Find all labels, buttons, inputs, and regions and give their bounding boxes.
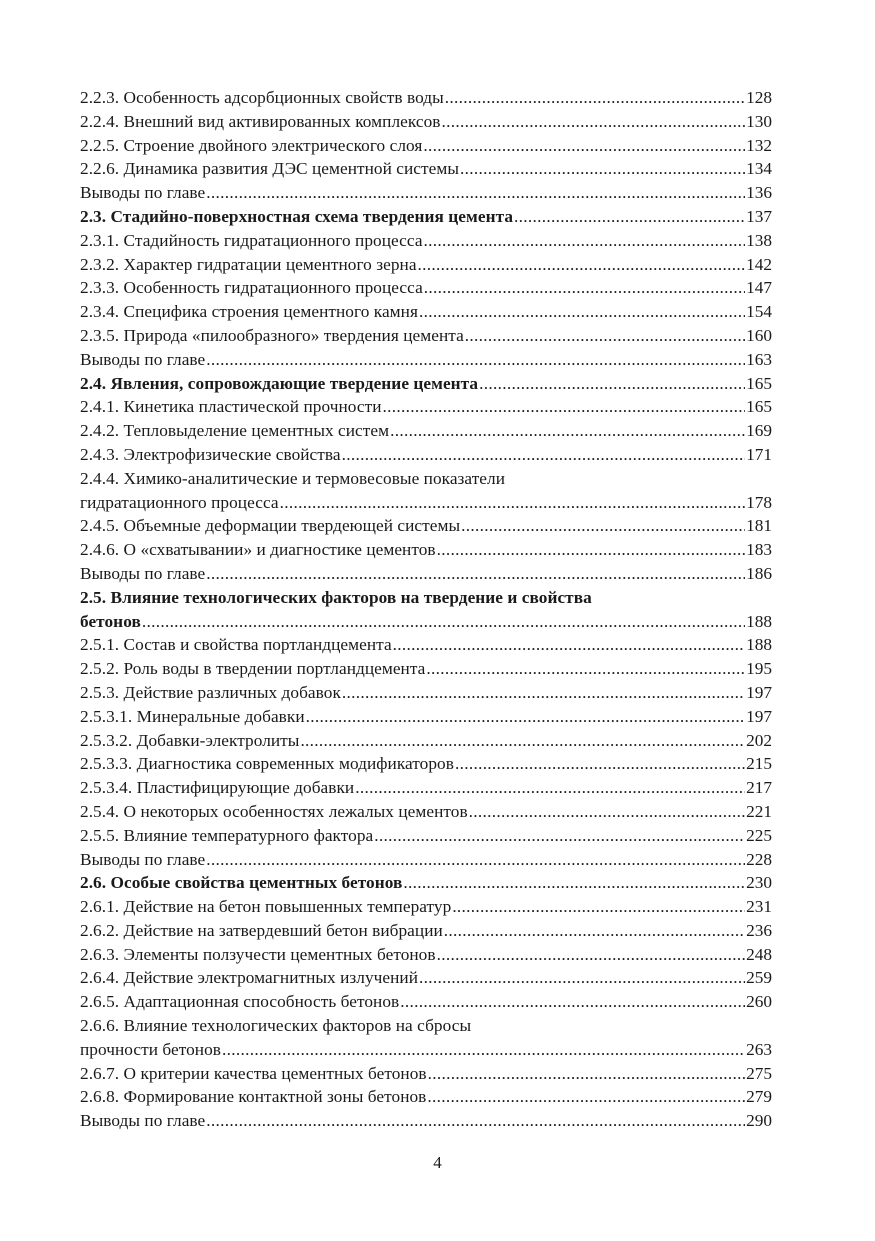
toc-entry-page: 217 [746, 778, 772, 798]
toc-entry-title: 2.5.1. Состав и свойства портландцемента [80, 635, 392, 655]
dot-leader [514, 205, 745, 229]
toc-entry-page: 132 [746, 135, 772, 155]
dot-leader [455, 752, 745, 776]
dot-leader [461, 514, 745, 538]
toc-entry-page: 221 [746, 801, 772, 821]
dot-leader [479, 372, 745, 396]
toc-section-heading [80, 586, 772, 610]
toc-entry-title: Выводы по главе [80, 1111, 206, 1131]
toc-entry-page: 163 [746, 349, 772, 369]
toc-entry-page: 165 [746, 397, 772, 417]
toc-entry [80, 657, 772, 681]
toc-entry [80, 324, 772, 348]
toc-entry-page: 160 [746, 325, 772, 345]
toc-entry-page: 178 [746, 492, 772, 512]
toc-entry-title: 2.6.3. Элементы ползучести цементных бетонов [80, 944, 436, 964]
dot-leader [403, 871, 745, 895]
dot-leader [418, 253, 746, 277]
toc-section-heading [80, 205, 772, 229]
toc-section-heading [80, 372, 772, 396]
toc-entry [80, 514, 772, 538]
dot-leader [444, 919, 745, 943]
toc-entry-title: 2.5.2. Роль воды в твердении портландцемента [80, 659, 426, 679]
toc-entry-title: 2.2.3. Особенность адсорбционных свойств воды [80, 88, 444, 107]
toc-entry-title: 2.2.6. Динамика развития ДЭС цементной системы [80, 159, 459, 179]
toc-entry-title: 2.5.3. Действие различных добавок [80, 682, 341, 702]
dot-leader [206, 562, 745, 586]
toc-entry-title: 2.4.4. Химико-аналитические и термовесовые показатели [80, 468, 506, 488]
dot-leader [423, 134, 745, 158]
toc-entry-page: 142 [746, 254, 772, 274]
toc-entry [80, 966, 772, 990]
toc-entry-page: 188 [746, 611, 772, 631]
dot-leader [437, 943, 745, 967]
toc-entry [80, 752, 772, 776]
toc-entry-page: 263 [746, 1039, 772, 1059]
toc-entry-page: 188 [746, 635, 772, 655]
toc-entry-title: Выводы по главе [80, 349, 206, 369]
dot-leader [222, 1038, 745, 1062]
toc-section-heading [80, 871, 772, 895]
toc-entry-title: 2.2.4. Внешний вид активированных комплексов [80, 111, 441, 131]
dot-leader [355, 776, 745, 800]
dot-leader [383, 395, 746, 419]
toc-entry-title: прочности бетонов [80, 1039, 221, 1059]
toc-entry-page: 195 [746, 659, 772, 679]
toc-entry-title: 2.6. Особые свойства цементных бетонов [80, 873, 403, 893]
toc-entry [80, 300, 772, 324]
dot-leader [428, 1062, 745, 1086]
dot-leader [419, 300, 745, 324]
dot-leader [424, 229, 746, 253]
toc-entry [80, 395, 772, 419]
page-number: 4 [433, 1153, 442, 1172]
toc-entry [80, 86, 772, 110]
dot-leader [206, 1109, 745, 1133]
toc-entry-page: 136 [746, 183, 772, 203]
dot-leader [400, 990, 745, 1014]
toc-entry-title: 2.3.1. Стадийность гидратационного процесса [80, 230, 423, 250]
toc-entry-page: 259 [746, 968, 772, 988]
dot-leader [427, 1085, 745, 1109]
toc-entry-title: 2.3.4. Специфика строения цементного камня [80, 302, 418, 322]
dot-leader [393, 633, 745, 657]
toc-entry [80, 1062, 772, 1086]
toc-entry [80, 1014, 772, 1038]
toc-entry [80, 1085, 772, 1109]
toc-entry [80, 990, 772, 1014]
toc-entry-title: 2.5. Влияние технологических факторов на твердение и свойства [80, 587, 592, 607]
toc-entry [80, 919, 772, 943]
toc-entry [80, 110, 772, 134]
toc-entry-page: 147 [746, 278, 772, 298]
toc-entry-page: 225 [746, 825, 772, 845]
toc-entry-page: 236 [746, 920, 772, 940]
toc-entry-title: 2.6.8. Формирование контактной зоны бетонов [80, 1087, 427, 1107]
toc-entry-title: 2.6.6. Влияние технологических факторов на сбросы [80, 1016, 472, 1036]
toc-entry [80, 1038, 772, 1062]
toc-entry [80, 1109, 772, 1133]
toc-section-heading [80, 610, 772, 634]
dot-leader [469, 800, 745, 824]
dot-leader [441, 110, 745, 134]
toc-entry [80, 443, 772, 467]
dot-leader [465, 324, 745, 348]
toc-entry-page: 248 [746, 944, 772, 964]
toc-entry-page: 134 [746, 159, 772, 179]
toc-entry [80, 943, 772, 967]
toc-entry [80, 181, 772, 205]
toc-entry [80, 491, 772, 515]
toc-entry-title: Выводы по главе [80, 849, 206, 869]
dot-leader [306, 705, 745, 729]
dot-leader [460, 157, 745, 181]
toc-entry [80, 538, 772, 562]
toc-entry-page: 186 [746, 563, 772, 583]
toc-entry [80, 776, 772, 800]
table-of-contents [80, 86, 772, 1133]
toc-entry-page: 279 [746, 1087, 772, 1107]
toc-entry-page: 275 [746, 1063, 772, 1083]
toc-entry-title: 2.3.2. Характер гидратации цементного зерна [80, 254, 417, 274]
toc-entry-title: 2.5.3.3. Диагностика современных модификаторов [80, 754, 454, 774]
toc-entry [80, 824, 772, 848]
toc-entry-page: 215 [746, 754, 772, 774]
toc-entry [80, 467, 772, 491]
dot-leader [437, 538, 745, 562]
toc-entry [80, 848, 772, 872]
toc-entry-title: Выводы по главе [80, 563, 206, 583]
toc-entry-page: 130 [746, 111, 772, 131]
toc-entry [80, 253, 772, 277]
toc-entry-page: 290 [746, 1111, 772, 1131]
toc-entry [80, 348, 772, 372]
toc-entry-title: 2.6.7. О критерии качества цементных бетонов [80, 1063, 427, 1083]
dot-leader [445, 86, 745, 110]
dot-leader [390, 419, 745, 443]
dot-leader [206, 348, 745, 372]
toc-entry [80, 276, 772, 300]
toc-entry-title: 2.5.5. Влияние температурного фактора [80, 825, 374, 845]
toc-entry-page: 183 [746, 540, 772, 560]
dot-leader [300, 729, 745, 753]
toc-entry-title: бетонов [80, 611, 141, 631]
toc-entry-page: 230 [746, 873, 772, 893]
toc-entry-title: 2.4.2. Тепловыделение цементных систем [80, 421, 390, 441]
toc-entry [80, 229, 772, 253]
dot-leader [206, 848, 745, 872]
toc-entry [80, 633, 772, 657]
toc-entry-title: 2.3. Стадийно-поверхностная схема твердения цемента [80, 206, 514, 226]
toc-entry-page: 231 [746, 897, 772, 917]
toc-entry-page: 197 [746, 682, 772, 702]
toc-entry [80, 800, 772, 824]
toc-entry [80, 419, 772, 443]
toc-entry-title: 2.4. Явления, сопровождающие твердение цемента [80, 373, 479, 393]
dot-leader [142, 610, 745, 634]
toc-entry-page: 169 [746, 421, 772, 441]
dot-leader [280, 491, 745, 515]
toc-entry [80, 134, 772, 158]
toc-entry-page: 228 [746, 849, 772, 869]
toc-entry-title: 2.5.4. О некоторых особенностях лежалых цементов [80, 801, 468, 821]
toc-entry-title: 2.6.1. Действие на бетон повышенных температур [80, 897, 452, 917]
toc-entry-page: 197 [746, 706, 772, 726]
toc-entry-title: 2.6.2. Действие на затвердевший бетон вибрации [80, 920, 443, 940]
dot-leader [419, 966, 745, 990]
toc-entry-page: 181 [746, 516, 772, 536]
dot-leader [452, 895, 745, 919]
dot-leader [424, 276, 745, 300]
toc-entry-page: 137 [746, 206, 772, 226]
toc-entry-title: 2.4.3. Электрофизические свойства [80, 444, 341, 464]
dot-leader [206, 181, 745, 205]
dot-leader [374, 824, 745, 848]
toc-entry-title: 2.6.5. Адаптационная способность бетонов [80, 992, 400, 1012]
toc-entry-page: 165 [746, 373, 772, 393]
toc-entry-title: Выводы по главе [80, 183, 206, 203]
toc-entry-title: 2.5.3.4. Пластифицирующие добавки [80, 778, 355, 798]
toc-entry-title: 2.5.3.1. Минеральные добавки [80, 706, 305, 726]
toc-entry-title: 2.3.3. Особенность гидратационного процесса [80, 278, 423, 298]
toc-entry-page: 171 [746, 444, 772, 464]
dot-leader [342, 443, 745, 467]
toc-entry-page: 202 [746, 730, 772, 750]
toc-entry [80, 705, 772, 729]
toc-entry-page: 138 [746, 230, 772, 250]
toc-entry-page: 260 [746, 992, 772, 1012]
toc-entry-title: 2.4.5. Объемные деформации твердеющей системы [80, 516, 461, 536]
toc-entry-page: 154 [746, 302, 772, 322]
toc-entry [80, 895, 772, 919]
toc-entry [80, 157, 772, 181]
toc-entry-title: гидратационного процесса [80, 492, 279, 512]
toc-entry-title: 2.6.4. Действие электромагнитных излучений [80, 968, 419, 988]
dot-leader [342, 681, 745, 705]
toc-entry [80, 729, 772, 753]
toc-entry-title: 2.4.6. О «схватывании» и диагностике цементов [80, 540, 436, 560]
toc-entry [80, 681, 772, 705]
toc-entry-title: 2.2.5. Строение двойного электрического слоя [80, 135, 423, 155]
toc-entry-page: 128 [746, 88, 772, 107]
toc-entry-title: 2.3.5. Природа «пилообразного» твердения цемента [80, 325, 464, 345]
toc-entry [80, 562, 772, 586]
toc-entry-title: 2.5.3.2. Добавки-электролиты [80, 730, 300, 750]
toc-entry-title: 2.4.1. Кинетика пластической прочности [80, 397, 382, 417]
dot-leader [426, 657, 745, 681]
